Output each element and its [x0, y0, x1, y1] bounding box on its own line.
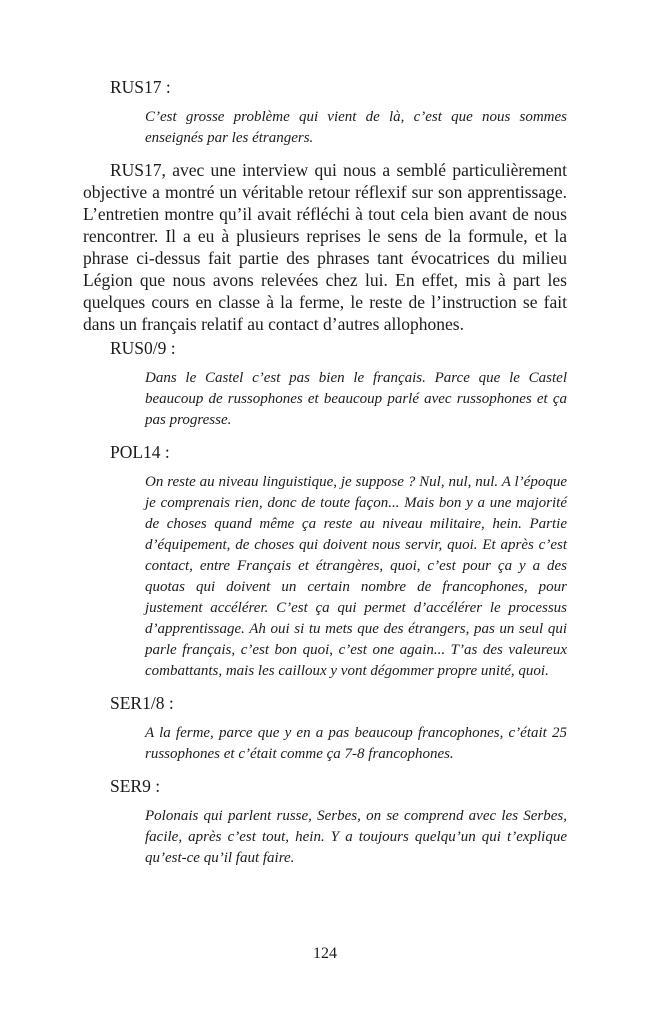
speaker-label: RUS0/9 : [110, 338, 176, 358]
text-block [83, 74, 567, 879]
interview-quote: On reste au niveau linguistique, je suppose ? Nul, nul, nul. A l’époque je comprenais rien, donc de toute façon... Mais bon y a une majorité de choses quand même ça reste au niveau militaire, hein. Partie d’équipement, de choses qui doivent nous servir, quoi. Et après c’est contact, entre Français et étrangères, quoi, c’est pour ça y a des quotas qui doivent un certain nombre de francophones, pour justement accélérer. C’est ça qui permet d’accélérer le processus d’apprentissage. Ah oui si tu mets que des étrangers, pas un seul qui parle français, c’est bon quoi, c’est one again... T’as des valeureux combattants, mais les cailloux y vont dégommer propre unité, quoi. [145, 474, 567, 679]
interview-quote: Polonais qui parlent russe, Serbes, on se comprend avec les Serbes, facile, après c’est tout, hein. Y a toujours quelqu’un qui t’explique qu’est-ce qu’il faut faire. [145, 808, 567, 866]
interview-quote: A la ferme, parce que y en a pas beaucoup francophones, c’était 25 russophones et c’était comme ça 7-8 francophones. [145, 725, 567, 762]
body-paragraph: RUS17, avec une interview qui nous a semblé particulièrement objective a montré un véritable retour réflexif sur son apprentissage. L’entretien montre qu’il avait réfléchi à tout cela bien avant de nous rencontrer. Il a eu à plusieurs reprises le sens de la formule, et la phrase ci-dessus fait partie des phrases tant évocatrices du milieu Légion que nous avons relevées chez lui. En effet, mis à part les quelques cours en classe à la ferme, le reste de l’instruction se fait dans un français relatif au contact d’autres allophones. [83, 160, 567, 334]
interview-quote: Dans le Castel c’est pas bien le français. Parce que le Castel beaucoup de russophones et beaucoup parlé avec russophones et ça pas progresse. [145, 370, 567, 428]
speaker-label: POL14 : [110, 442, 170, 462]
speaker-label: SER1/8 : [110, 693, 174, 713]
speaker-label: SER9 : [110, 776, 161, 796]
page-number: 124 [313, 945, 337, 962]
speaker-label: RUS17 : [110, 77, 171, 97]
interview-quote: C’est grosse problème qui vient de là, c’est que nous sommes enseignés par les étrangers. [145, 109, 567, 146]
